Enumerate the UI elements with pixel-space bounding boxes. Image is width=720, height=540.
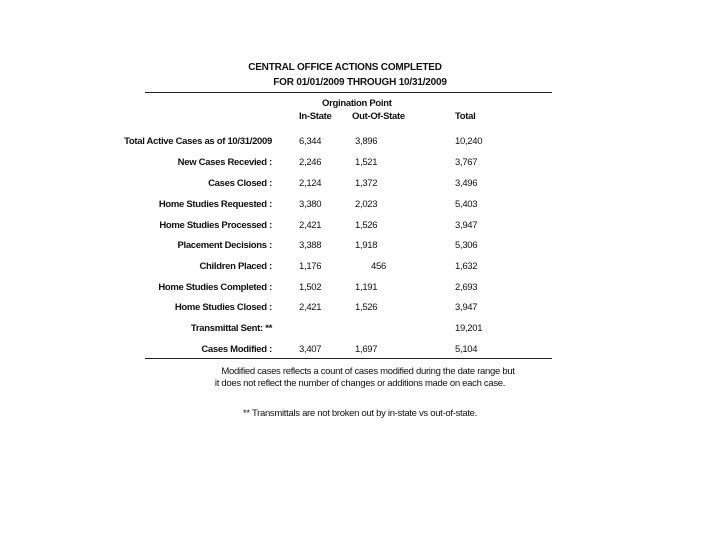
total-value: 2,693 — [455, 282, 478, 293]
out-of-state-value: 1,521 — [355, 157, 378, 168]
table-row — [0, 344, 720, 358]
footnote-transmittals: ** Transmittals are not broken out by in-state vs out-of-state. — [242, 408, 478, 419]
title-line-1: CENTRAL OFFICE ACTIONS COMPLETED — [248, 62, 442, 73]
table-row — [0, 302, 720, 316]
out-of-state-column-header: Out-Of-State — [352, 111, 405, 122]
table-row — [0, 240, 720, 254]
out-of-state-value: 1,918 — [355, 240, 378, 251]
table-row — [0, 220, 720, 234]
row-label: Children Placed : — [199, 261, 272, 272]
out-of-state-value: 1,697 — [355, 344, 378, 355]
in-state-column-header: In-State — [299, 111, 332, 122]
total-value: 3,947 — [455, 220, 478, 231]
total-value: 1,632 — [455, 261, 478, 272]
in-state-value: 3,388 — [299, 240, 322, 251]
total-value: 3,947 — [455, 302, 478, 313]
table-row — [0, 261, 720, 275]
table-row — [0, 323, 720, 337]
row-label: New Cases Recevied : — [177, 157, 272, 168]
table-bottom-rule — [145, 358, 552, 359]
out-of-state-value: 1,191 — [355, 282, 378, 293]
total-value: 19,201 — [455, 323, 483, 334]
title-line-2: FOR 01/01/2009 THROUGH 10/31/2009 — [273, 77, 447, 88]
total-value: 10,240 — [455, 136, 483, 147]
in-state-value: 2,421 — [299, 220, 322, 231]
row-label: Home Studies Processed : — [159, 220, 272, 231]
in-state-value: 3,407 — [299, 344, 322, 355]
in-state-value: 2,124 — [299, 178, 322, 189]
out-of-state-value: 456 — [371, 261, 386, 272]
out-of-state-value: 1,526 — [355, 302, 378, 313]
in-state-value: 1,502 — [299, 282, 322, 293]
out-of-state-value: 1,372 — [355, 178, 378, 189]
row-label: Transmittal Sent: ** — [190, 323, 272, 334]
in-state-value: 2,246 — [299, 157, 322, 168]
total-value: 3,496 — [455, 178, 478, 189]
table-row — [0, 136, 720, 150]
footnote-line-1: Modified cases reflects a count of cases modified during the date range but — [221, 366, 515, 377]
total-column-header: Total — [455, 111, 476, 122]
row-label: Cases Modified : — [201, 344, 272, 355]
in-state-value: 3,380 — [299, 199, 322, 210]
row-label: Home Studies Completed : — [158, 282, 272, 293]
total-value: 5,403 — [455, 199, 478, 210]
table-row — [0, 282, 720, 296]
report-title — [0, 60, 720, 90]
table-row — [0, 199, 720, 213]
total-value: 3,767 — [455, 157, 478, 168]
row-label: Cases Closed : — [208, 178, 272, 189]
total-value: 5,306 — [455, 240, 478, 251]
out-of-state-value: 3,896 — [355, 136, 378, 147]
footnote-line-2: it does not reflect the number of changes or additions made on each case. — [214, 378, 506, 389]
out-of-state-value: 2,023 — [355, 199, 378, 210]
origination-point-header: Orgination Point — [322, 98, 392, 109]
row-label: Home Studies Requested : — [158, 199, 272, 210]
table-top-rule — [145, 92, 552, 93]
row-label: Home Studies Closed : — [174, 302, 272, 313]
footnote-modified-cases — [0, 366, 720, 390]
table-row — [0, 178, 720, 192]
row-label: Total Active Cases as of 10/31/2009 — [124, 136, 272, 147]
in-state-value: 1,176 — [299, 261, 322, 272]
out-of-state-value: 1,526 — [355, 220, 378, 231]
in-state-value: 6,344 — [299, 136, 322, 147]
table-row — [0, 157, 720, 171]
row-label: Placement Decisions : — [177, 240, 272, 251]
total-value: 5,104 — [455, 344, 478, 355]
in-state-value: 2,421 — [299, 302, 322, 313]
